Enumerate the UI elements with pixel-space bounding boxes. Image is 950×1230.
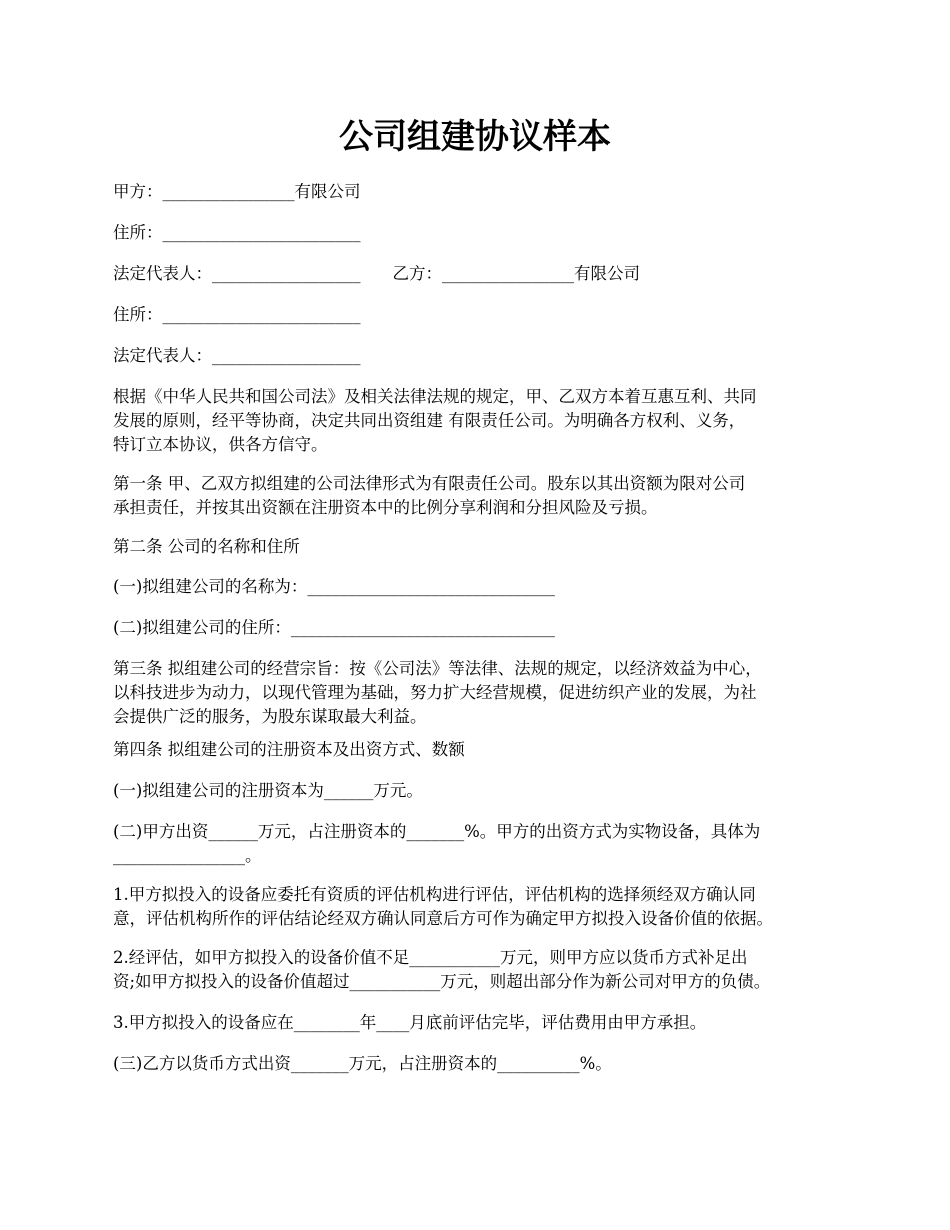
article-1-line: 第一条 甲、乙双方拟组建的公司法律形式为有限责任公司。股东以其出资额为限对公司: [113, 474, 746, 493]
party-a-address-line: [113, 221, 853, 245]
preamble-line: 发展的原则，经平等协商，决定共同出资组建 有限责任公司。为明确各方权利、义务，: [113, 411, 746, 430]
clause-3-line: [113, 1011, 853, 1035]
article-4-title: [113, 738, 853, 762]
company-name-field: (一)拟组建公司的名称为：______________________________: [113, 577, 555, 596]
article-4-item-2-line: (二)甲方出资______万元，占注册资本的_______%。甲方的出资方式为实物设备，具体为: [113, 822, 761, 841]
party-rep-line: [113, 262, 853, 286]
evaluation-deadline-field: 3.甲方拟投入的设备应在________年____月底前评估完毕，评估费用由甲方承担。: [113, 1013, 707, 1032]
clause-2-line: 资;如甲方拟投入的设备价值超过___________万元，则超出部分作为新公司对甲方的负债。: [113, 972, 771, 991]
article-1-paragraph: [113, 472, 853, 520]
article-3-line: 以科技进步为动力，以现代管理为基础，努力扩大经营规模，促进纺织产业的发展，为社: [113, 683, 757, 702]
article-3-line: 会提供广泛的服务，为股东谋取最大利益。: [113, 707, 427, 726]
party-b-contribution-field: (三)乙方以货币方式出资_______万元，占注册资本的__________%。: [113, 1054, 612, 1073]
party-a-line: [113, 180, 853, 204]
document-title: 公司组建协议样本: [339, 117, 611, 157]
article-3-paragraph: [113, 657, 853, 729]
party-b-address: 住所：________________________: [113, 305, 361, 324]
article-2-item-1-line: [113, 575, 853, 599]
article-3-line: 第三条 拟组建公司的经营宗旨：按《公司法》等法律、法规的规定，以经济效益为中心，: [113, 659, 762, 678]
clause-2-paragraph: [113, 946, 853, 994]
party-a: 甲方：________________有限公司: [113, 182, 361, 201]
article-4-item-2-paragraph: [113, 820, 853, 868]
party-b: 乙方：________________有限公司: [392, 264, 640, 283]
clause-1-line: 1.甲方拟投入的设备应委托有资质的评估机构进行评估，评估机构的选择须经双方确认同: [113, 885, 756, 904]
article-4-item-2-line: ________________。: [113, 846, 262, 865]
preamble-line: 特订立本协议，供各方信守。: [113, 435, 328, 454]
clause-1-paragraph: [113, 883, 853, 931]
article-4-item-3-line: [113, 1052, 853, 1076]
party-b-address-line: [113, 303, 853, 327]
article-1-line: 承担责任，并按其出资额在注册资本中的比例分享利润和分担风险及亏损。: [113, 498, 658, 517]
preamble-line: 根据《中华人民共和国公司法》及相关法律法规的规定，甲、乙双方本着互惠互利、共同: [113, 387, 757, 406]
article-2-heading: 第二条 公司的名称和住所: [113, 537, 300, 556]
article-2-title: [113, 535, 853, 559]
article-2-item-2-line: [113, 616, 853, 640]
party-a-representative: 法定代表人：__________________: [113, 264, 361, 283]
article-4-heading: 第四条 拟组建公司的注册资本及出资方式、数额: [113, 740, 465, 759]
party-b-representative: 法定代表人：__________________: [113, 346, 361, 365]
preamble-paragraph: [113, 385, 853, 457]
registered-capital-field: (一)拟组建公司的注册资本为______万元。: [113, 781, 423, 800]
party-b-rep-line: [113, 344, 853, 368]
clause-2-line: 2.经评估，如甲方拟投入的设备价值不足___________万元，则甲方应以货币方式补足出: [113, 948, 748, 967]
company-address-field: (二)拟组建公司的住所：________________________________: [113, 618, 555, 637]
party-a-address: 住所：________________________: [113, 223, 361, 242]
article-4-item-1-line: [113, 779, 853, 803]
clause-1-line: 意，评估机构所作的评估结论经双方确认同意后方可作为确定甲方拟投入设备价值的依据。: [113, 909, 773, 928]
